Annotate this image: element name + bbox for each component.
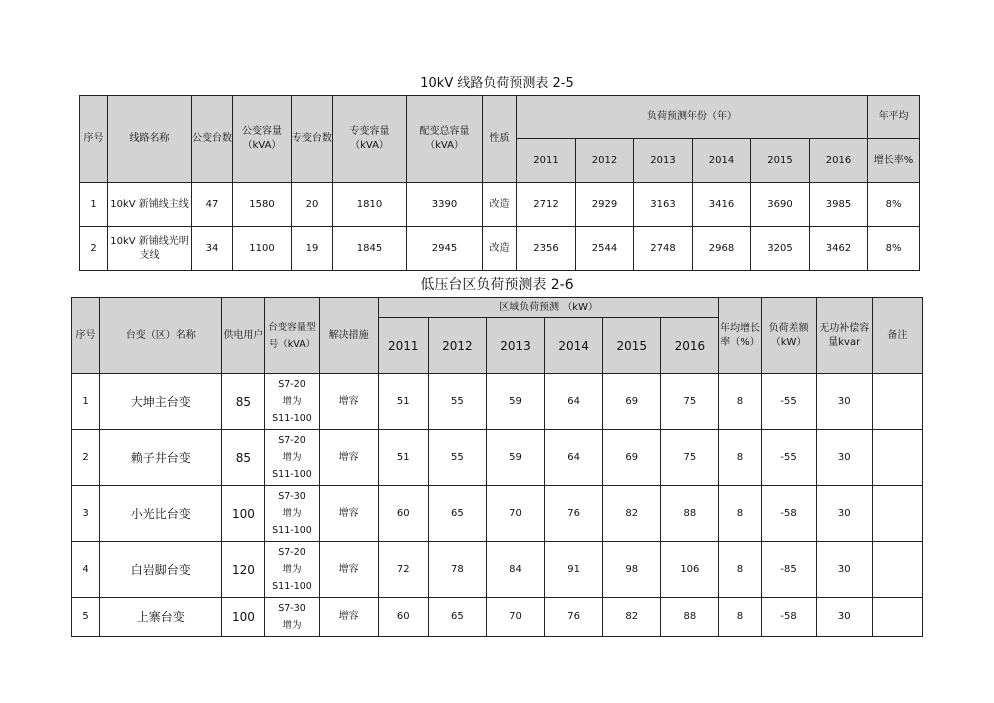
t2-year: 2016 [661, 318, 719, 374]
t2-header-reactive: 无功补偿容量kvar [816, 298, 872, 374]
t1-header-public-cap: 公变容量（kVA） [233, 96, 292, 183]
t2-name: 赖子井台变 [100, 430, 222, 486]
t2-value: 88 [661, 486, 719, 542]
t1-value: 2356 [517, 227, 576, 271]
t2-value: 65 [428, 486, 486, 542]
t2-reactive: 30 [816, 486, 872, 542]
t1-value: 3205 [751, 227, 810, 271]
t2-value: 51 [378, 374, 428, 430]
t1-public-count: 47 [192, 183, 233, 227]
t2-value: 84 [486, 542, 544, 598]
t2-growth: 8 [719, 598, 761, 637]
t2-header-gap: 负荷差额（kW） [761, 298, 816, 374]
t2-name: 上寨台变 [100, 598, 222, 637]
t2-measure: 增容 [319, 430, 378, 486]
t2-reactive: 30 [816, 430, 872, 486]
t2-header-seq: 序号 [72, 298, 100, 374]
t2-header-note: 备注 [872, 298, 922, 374]
t2-reactive: 30 [816, 542, 872, 598]
t1-header-special-cap: 专变容量（kVA） [333, 96, 407, 183]
t2-year: 2013 [486, 318, 544, 374]
t2-value: 60 [378, 598, 428, 637]
t2-growth: 8 [719, 542, 761, 598]
t1-total-cap: 3390 [407, 183, 483, 227]
t2-users: 120 [222, 542, 265, 598]
t2-growth: 8 [719, 486, 761, 542]
t2-value: 75 [661, 374, 719, 430]
t2-header-users: 供电用户 [222, 298, 265, 374]
t1-header-seq: 序号 [80, 96, 108, 183]
t1-nature: 改造 [483, 227, 517, 271]
t2-name: 大坤主台变 [100, 374, 222, 430]
t1-year: 2016 [810, 139, 868, 183]
t2-cap-line: 增为 [282, 620, 302, 631]
t1-year: 2012 [576, 139, 634, 183]
t2-value: 60 [378, 486, 428, 542]
t2-note [872, 598, 922, 637]
t2-header-measure: 解决措施 [319, 298, 378, 374]
t2-gap: -58 [761, 598, 816, 637]
t1-year: 2015 [751, 139, 810, 183]
t2-cap-model [265, 542, 319, 598]
t1-seq: 1 [80, 183, 108, 227]
t2-value: 98 [603, 542, 661, 598]
t2-gap: -58 [761, 486, 816, 542]
t2-value: 75 [661, 430, 719, 486]
t2-cap-line: S7-30 [278, 603, 306, 614]
t2-cap-line: S7-30 [278, 491, 306, 502]
t2-measure: 增容 [319, 486, 378, 542]
t1-special-cap: 1845 [333, 227, 407, 271]
t1-special-cap: 1810 [333, 183, 407, 227]
t2-header-name: 台变（区）名称 [100, 298, 222, 374]
t2-cap-line: S11-100 [272, 413, 312, 424]
t1-line-name: 10kV 新铺线光明支线 [108, 227, 192, 271]
table-row [72, 542, 923, 598]
t1-header-avg-growth-bottom: 增长率% [868, 139, 920, 183]
t1-nature: 改造 [483, 183, 517, 227]
t1-public-cap: 1580 [233, 183, 292, 227]
t2-note [872, 486, 922, 542]
t2-measure: 增容 [319, 542, 378, 598]
t1-total-cap: 2945 [407, 227, 483, 271]
t1-header-special-count: 专变台数 [292, 96, 333, 183]
t2-value: 59 [486, 430, 544, 486]
t1-value: 3416 [693, 183, 751, 227]
t2-value: 106 [661, 542, 719, 598]
table-row [80, 183, 920, 227]
t1-growth: 8% [868, 183, 920, 227]
t2-value: 72 [378, 542, 428, 598]
t2-header-cap-model: 台变容量型号（kVA） [265, 298, 319, 374]
t2-value: 76 [545, 598, 603, 637]
t2-note [872, 430, 922, 486]
t1-growth: 8% [868, 227, 920, 271]
t2-cap-line: S7-20 [278, 379, 306, 390]
line-load-forecast-table [79, 95, 920, 271]
t2-value: 91 [545, 542, 603, 598]
t1-line-name: 10kV 新铺线主线 [108, 183, 192, 227]
t2-value: 70 [486, 598, 544, 637]
t2-value: 51 [378, 430, 428, 486]
t2-year: 2015 [603, 318, 661, 374]
t2-seq: 3 [72, 486, 100, 542]
t1-value: 3462 [810, 227, 868, 271]
t2-cap-line: 增为 [282, 508, 302, 519]
t2-year: 2012 [428, 318, 486, 374]
t2-cap-model [265, 430, 319, 486]
t1-year: 2011 [517, 139, 576, 183]
t2-users: 85 [222, 374, 265, 430]
t2-gap: -55 [761, 430, 816, 486]
t2-value: 64 [545, 430, 603, 486]
t2-users: 100 [222, 486, 265, 542]
t2-gap: -85 [761, 542, 816, 598]
t1-year: 2014 [693, 139, 751, 183]
t2-value: 59 [486, 374, 544, 430]
t2-cap-line: S7-20 [278, 547, 306, 558]
table-row [72, 374, 923, 430]
t2-value: 76 [545, 486, 603, 542]
table-row [80, 227, 920, 271]
t2-value: 69 [603, 374, 661, 430]
table2-title: 低压台区负荷预测表 2-6 [420, 277, 574, 293]
t2-cap-line: S11-100 [272, 581, 312, 592]
t2-measure: 增容 [319, 598, 378, 637]
t2-growth: 8 [719, 430, 761, 486]
t2-cap-line: 增为 [282, 564, 302, 575]
t2-header-forecast: 区域负荷预测 （kW） [378, 298, 719, 318]
t2-reactive: 30 [816, 374, 872, 430]
t2-cap-model [265, 598, 319, 637]
t2-year: 2011 [378, 318, 428, 374]
t1-header-avg-growth-top: 年平均 [868, 96, 920, 139]
t2-growth: 8 [719, 374, 761, 430]
t1-header-total-cap: 配变总容量（kVA） [407, 96, 483, 183]
table-row [72, 430, 923, 486]
t1-value: 2712 [517, 183, 576, 227]
t1-value: 2968 [693, 227, 751, 271]
t2-cap-line: S7-20 [278, 435, 306, 446]
t1-header-public-count: 公变台数 [192, 96, 233, 183]
t2-cap-model [265, 374, 319, 430]
t2-value: 70 [486, 486, 544, 542]
table1-title: 10kV 线路负荷预测表 2-5 [420, 76, 574, 91]
t1-header-line-name: 线路名称 [108, 96, 192, 183]
t2-value: 64 [545, 374, 603, 430]
t2-cap-line: 增为 [282, 452, 302, 463]
t2-value: 55 [428, 430, 486, 486]
t1-value: 3985 [810, 183, 868, 227]
t1-value: 3163 [634, 183, 693, 227]
t1-header-forecast: 负荷预测年份（年） [517, 96, 868, 139]
t1-header-nature: 性质 [483, 96, 517, 183]
t2-seq: 5 [72, 598, 100, 637]
t2-year: 2014 [545, 318, 603, 374]
t2-gap: -55 [761, 374, 816, 430]
t2-value: 65 [428, 598, 486, 637]
t2-header-growth: 年均增长率（%） [719, 298, 761, 374]
t2-name: 小光比台变 [100, 486, 222, 542]
t2-note [872, 542, 922, 598]
t1-year: 2013 [634, 139, 693, 183]
t2-cap-line: S11-100 [272, 525, 312, 536]
table-row [72, 598, 923, 637]
t1-public-cap: 1100 [233, 227, 292, 271]
t2-value: 82 [603, 598, 661, 637]
t2-note [872, 374, 922, 430]
t2-value: 78 [428, 542, 486, 598]
t1-special-count: 19 [292, 227, 333, 271]
t1-value: 2929 [576, 183, 634, 227]
t1-seq: 2 [80, 227, 108, 271]
t1-public-count: 34 [192, 227, 233, 271]
t2-cap-model [265, 486, 319, 542]
t2-reactive: 30 [816, 598, 872, 637]
t2-value: 82 [603, 486, 661, 542]
table-row [72, 486, 923, 542]
t2-value: 88 [661, 598, 719, 637]
t1-value: 2544 [576, 227, 634, 271]
t2-seq: 4 [72, 542, 100, 598]
t2-name: 白岩脚台变 [100, 542, 222, 598]
t2-cap-line: S11-100 [272, 469, 312, 480]
t2-measure: 增容 [319, 374, 378, 430]
t2-users: 85 [222, 430, 265, 486]
t2-cap-line: 增为 [282, 396, 302, 407]
t1-value: 2748 [634, 227, 693, 271]
t2-value: 69 [603, 430, 661, 486]
t1-value: 3690 [751, 183, 810, 227]
t2-seq: 1 [72, 374, 100, 430]
t1-special-count: 20 [292, 183, 333, 227]
t2-users: 100 [222, 598, 265, 637]
t2-value: 55 [428, 374, 486, 430]
t2-seq: 2 [72, 430, 100, 486]
lv-area-load-forecast-table [71, 297, 923, 637]
